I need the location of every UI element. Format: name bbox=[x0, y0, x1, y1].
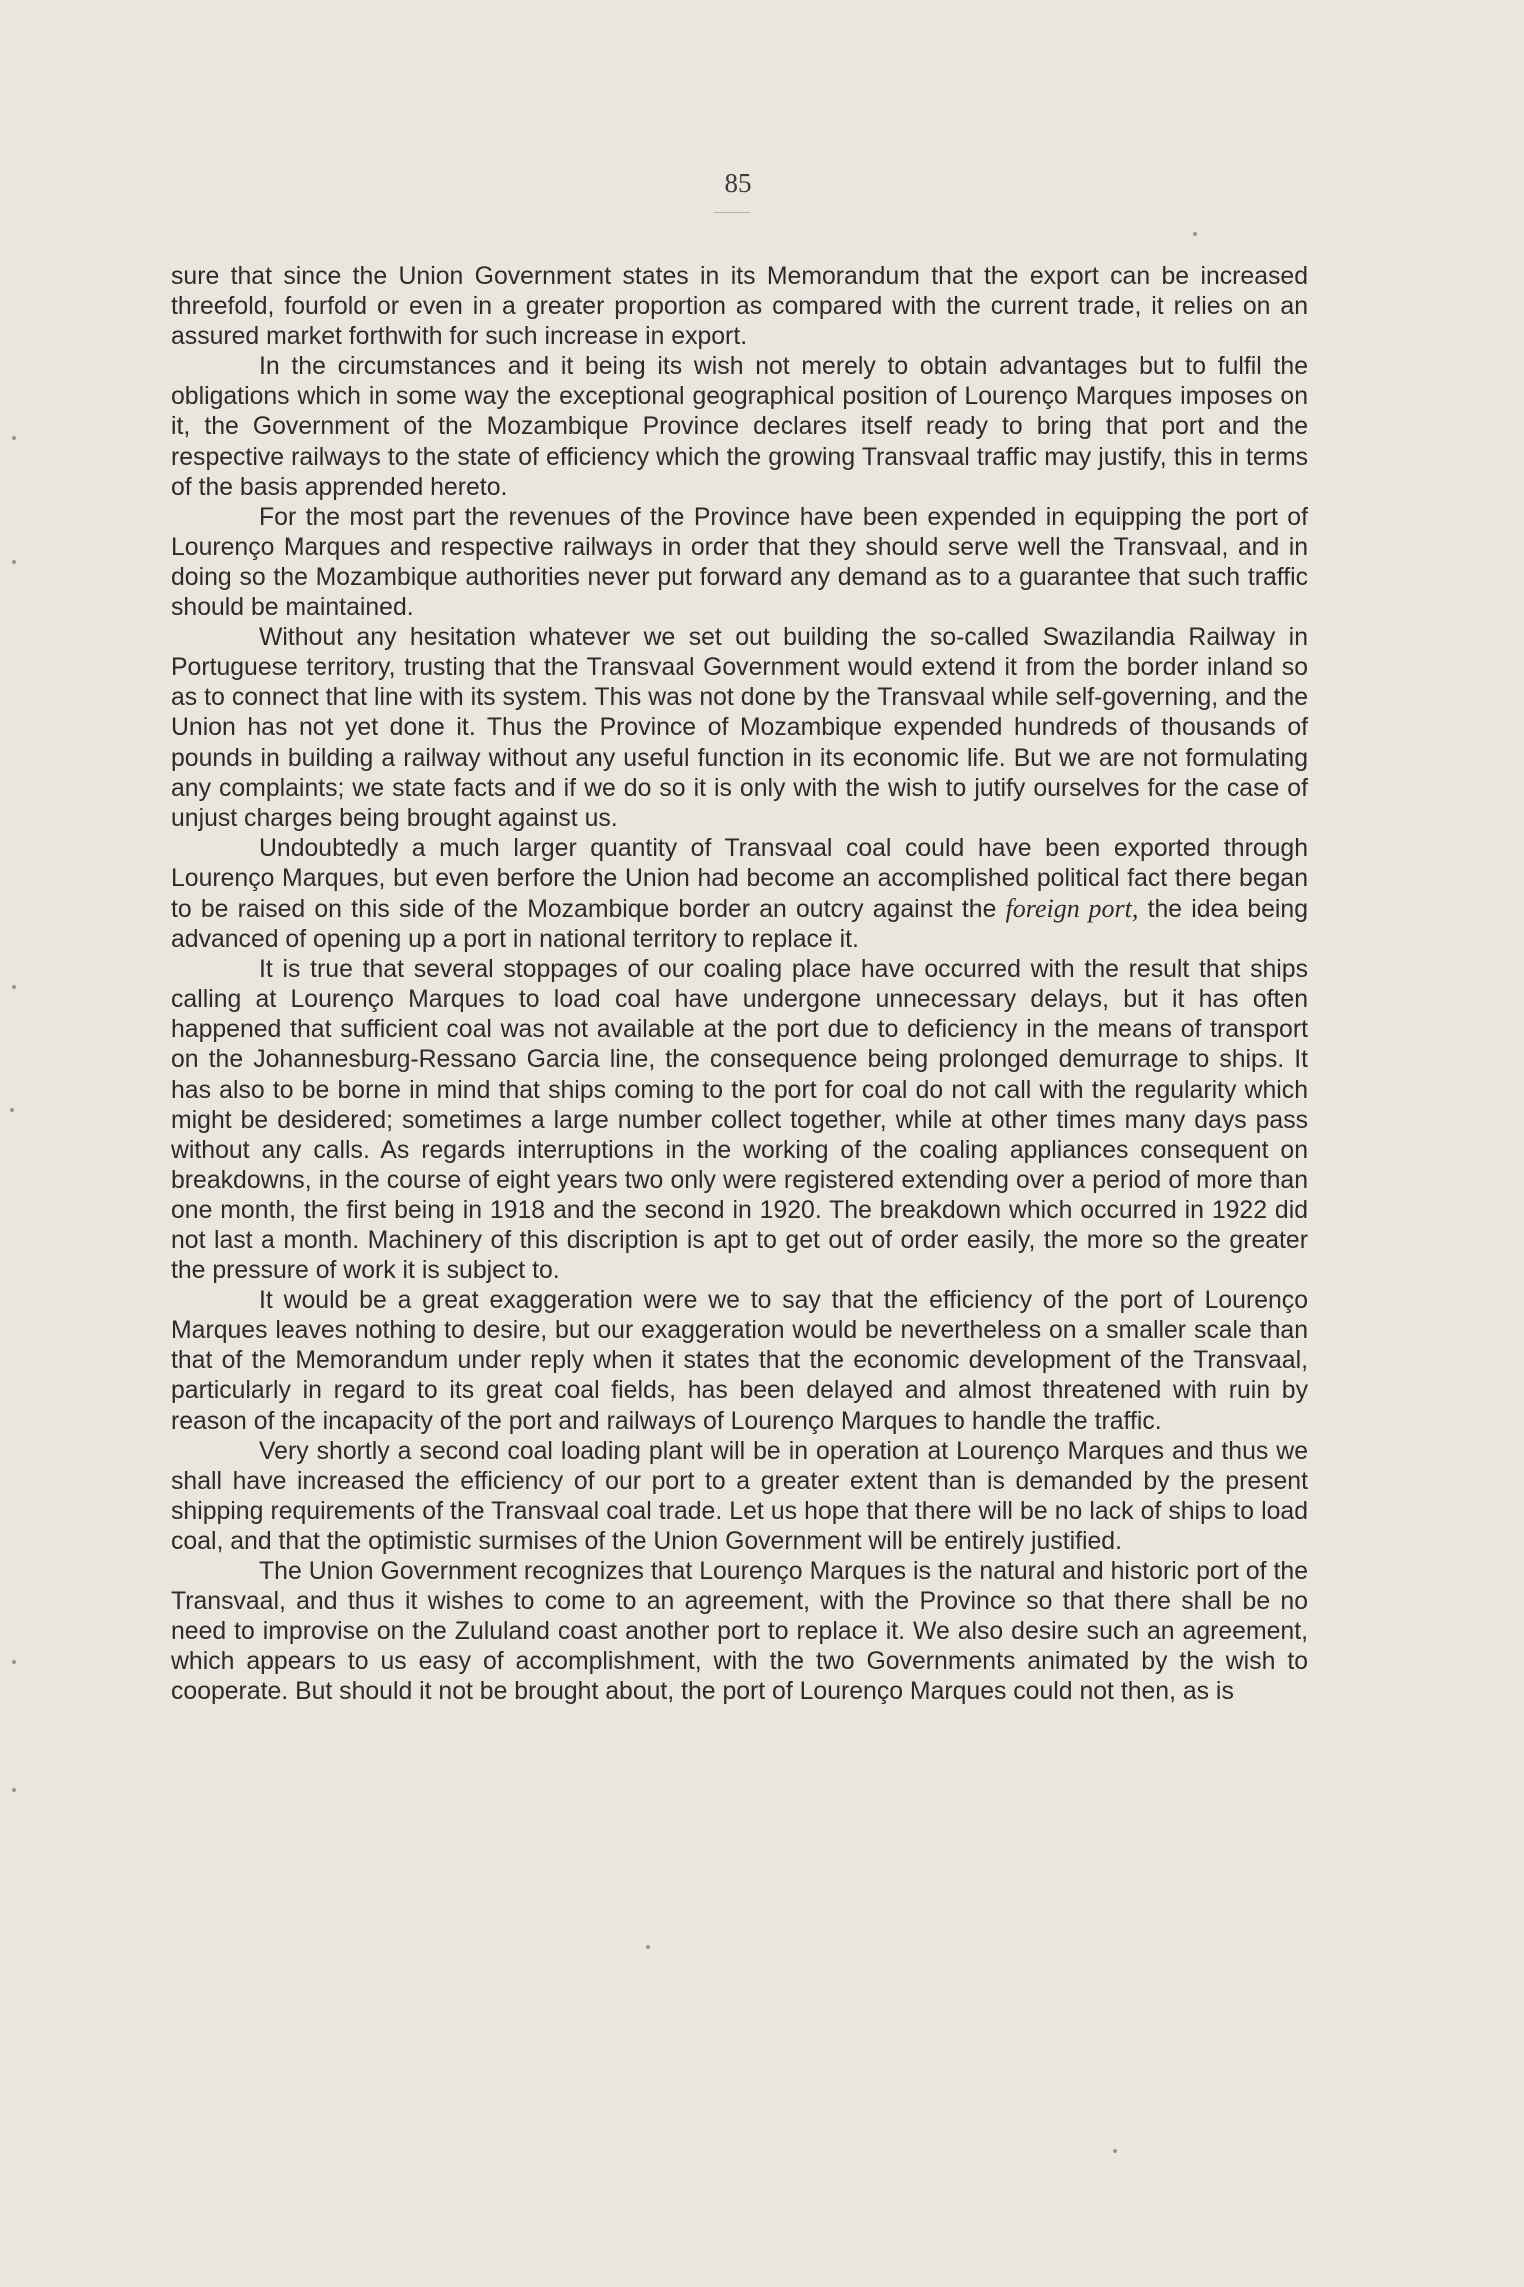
paragraph-6: It is true that several stoppages of our coaling place have occurred with the result that ships calling at Lourenço Marques to load coal have undergone unnecessary delays, but it has often happened that sufficient coal was not available at the port due to deficiency in the means of transport on the Johannesburg-Ressano Garcia line, the consequence being prolonged demurrage to ships. It has also to be borne in mind that ships coming to the port for coal do not call with the regularity which might be desidered; sometimes a large number collect together, while at other times many days pass without any calls. As regards interruptions in the working of the coaling appliances consequent on breakdowns, in the course of eight years two only were registered extending over a period of more than one month, the first being in 1918 and the second in 1920. The breakdown which occurred in 1922 did not last a month. Machinery of this discription is apt to get out of order easily, the more so the greater the pressure of work it is subject to. bbox=[171, 956, 1308, 1285]
paragraph-8: Very shortly a second coal loading plant will be in operation at Lourenço Marques and thus we shall have increased the efficiency of our port to a greater extent than is demanded by the present shipping requirements of the Transvaal coal trade. Let us hope that there will be no lack of ships to load coal, and that the optimistic surmises of the Union Government will be entirely justified. bbox=[171, 1437, 1308, 1555]
paragraph-1: sure that since the Union Government states in its Memorandum that the export can be increased threefold, fourfold or even in a greater proportion as compared with the current trade, it relies on an assured market forthwith for such increase in export. bbox=[171, 263, 1308, 351]
paper-speck bbox=[12, 560, 16, 564]
paragraph-9: The Union Government recognizes that Lourenço Marques is the natural and historic port of the Transvaal, and thus it wishes to come to an agreement, with the Province so that there shall be no need to improvise on the Zululand coast another port to replace it. We also desire such an agreement, which appears to us easy of accomplishment, with the two Governments animated by the wish to cooperate. But should it not be brought about, the port of Lourenço Marques could not then, as is bbox=[171, 1558, 1308, 1706]
page-number-rule bbox=[714, 212, 750, 213]
paragraph-5 bbox=[171, 834, 1308, 955]
paper-speck bbox=[646, 1945, 650, 1949]
paragraph-2: In the circumstances and it being its wish not merely to obtain advantages but to fulfil the obligations which in some way the exceptional geographical position of Lourenço Marques imposes on it, the Government of the Mozambique Province declares itself ready to bring that port and the respective railways to the state of efficiency which the growing Transvaal traffic may justify, this in terms of the basis apprended hereto. bbox=[171, 353, 1308, 501]
paragraph-5-text-after: the idea being advanced of opening up a port in national territory to replace it. bbox=[171, 895, 1308, 954]
paper-speck bbox=[12, 1660, 16, 1664]
paragraph-5-text-before: Undoubtedly a much larger quantity of Transvaal coal could have been exported through Lourenço Marques, but even berfore the Union had become an accomplished political fact there began to be raised on this side of the Mozambique border an outcry against the bbox=[171, 834, 1308, 923]
paragraph-4: Without any hesitation whatever we set out building the so-called Swazilandia Railway in Portuguese territory, trusting that the Transvaal Government would extend it from the border inland so as to connect that line with its system. This was not done by the Transvaal while self-governing, and the Union has not yet done it. Thus the Province of Mozambique expended hundreds of thousands of pounds in building a railway without any useful function in its economic life. But we are not formulating any complaints; we state facts and if we do so it is only with the wish to jutify ourselves for the case of unjust charges being brought against us. bbox=[171, 624, 1308, 832]
paragraph-7: It would be a great exaggeration were we to say that the efficiency of the port of Lourenço Marques leaves nothing to desire, but our exaggeration would be nevertheless on a smaller scale than that of the Memorandum under reply when it states that the economic development of the Transvaal, particularly in regard to its great coal fields, has been delayed and almost threatened with ruin by reason of the incapacity of the port and railways of Lourenço Marques to handle the traffic. bbox=[171, 1287, 1308, 1435]
body-text bbox=[171, 262, 1308, 1708]
paper-speck bbox=[12, 985, 16, 989]
paragraph-5-italic-phrase: foreign port, bbox=[1005, 893, 1139, 923]
paper-speck bbox=[1113, 2149, 1117, 2153]
page-number: 85 bbox=[724, 168, 752, 198]
paper-speck bbox=[1193, 232, 1197, 236]
paper-speck bbox=[12, 1788, 16, 1792]
paragraph-3: For the most part the revenues of the Province have been expended in equipping the port of Lourenço Marques and respective railways in order that they should serve well the Transvaal, and in doing so the Mozambique authorities never put forward any demand as to a guarantee that such traffic should be maintained. bbox=[171, 503, 1308, 622]
paper-speck bbox=[12, 436, 16, 440]
paper-speck bbox=[10, 1108, 14, 1112]
